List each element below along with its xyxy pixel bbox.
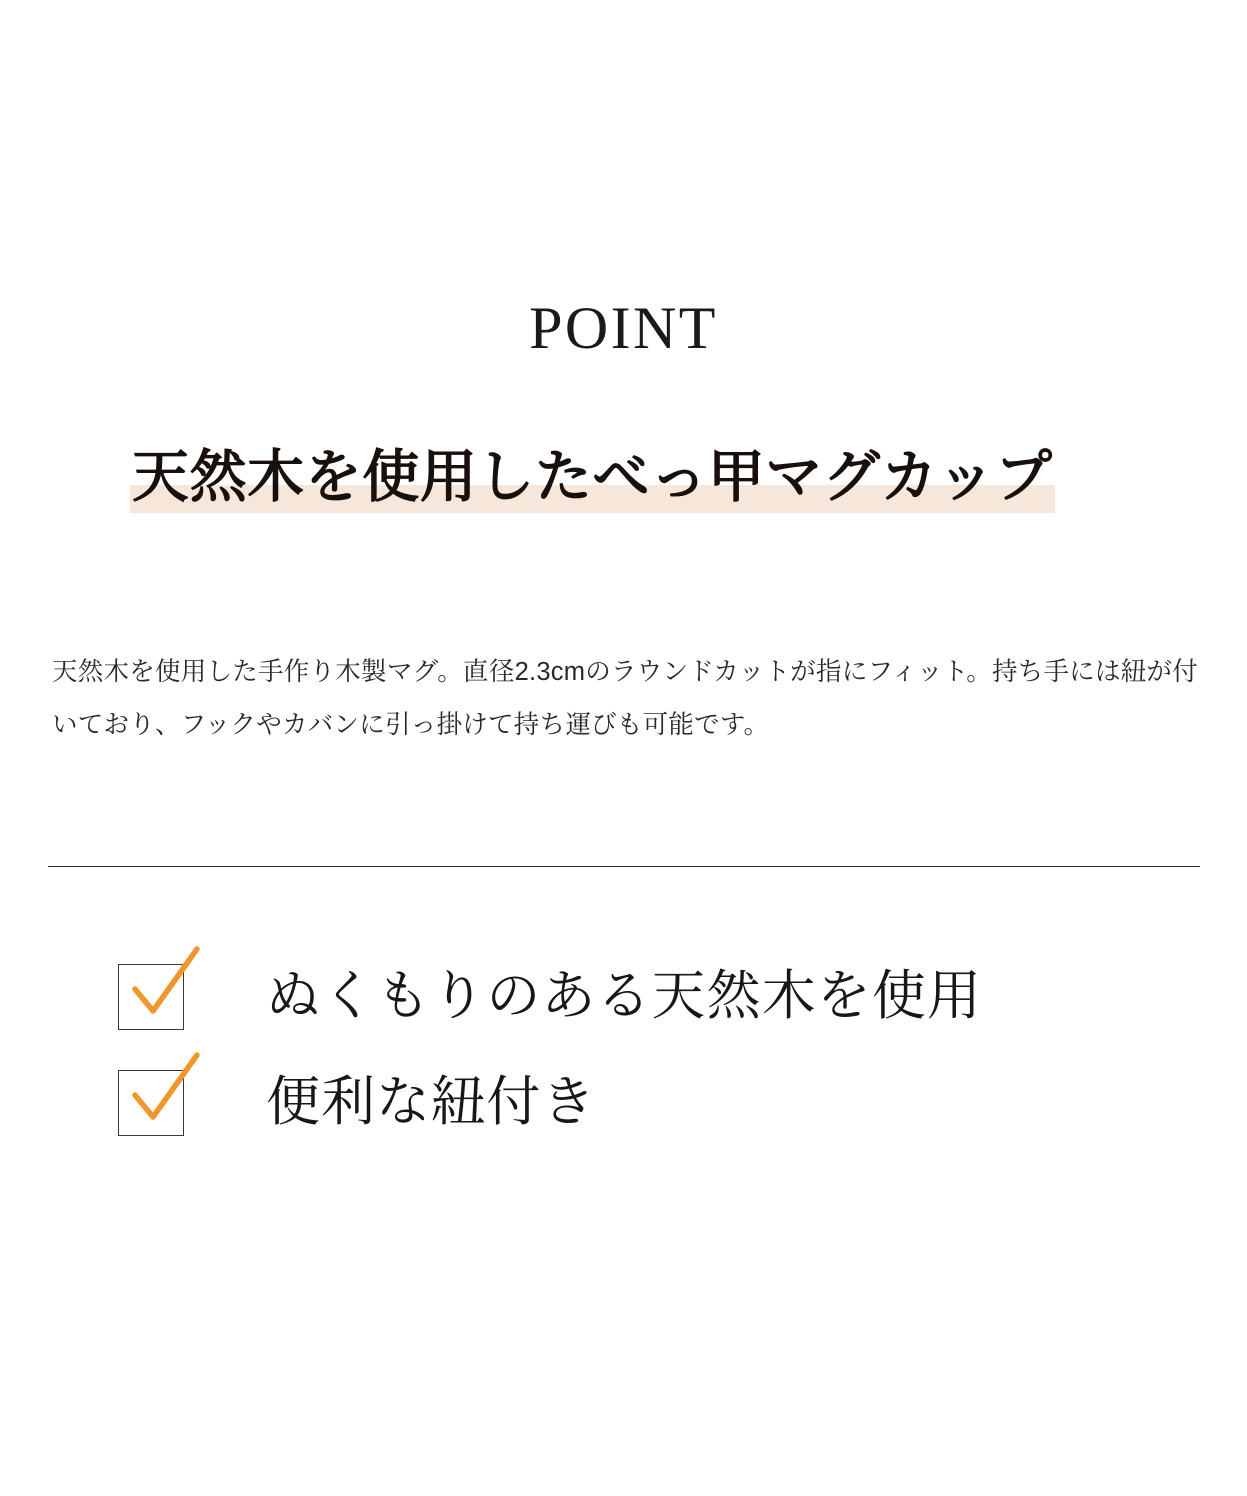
page-title: POINT (529, 295, 718, 362)
feature-label: 便利な紐付き (266, 1072, 597, 1133)
headline-text: 天然木を使用したべっ甲マグカップ (130, 446, 1055, 513)
description-text: 天然木を使用した手作り木製マグ。直径2.3cmのラウンドカットが指にフィット。持ち手には紐が付いており、フックやカバンに引っ掛けて持ち運びも可能です。 (52, 657, 1199, 739)
headline-container (130, 440, 1130, 515)
list-item (118, 958, 1178, 1036)
feature-list (118, 958, 1178, 1170)
feature-label: ぬくもりのある天然木を使用 (266, 966, 983, 1027)
checkbox-checked-icon (118, 1070, 184, 1136)
checkbox-checked-icon (118, 964, 184, 1030)
section-divider (48, 866, 1200, 867)
list-item (118, 1064, 1178, 1142)
